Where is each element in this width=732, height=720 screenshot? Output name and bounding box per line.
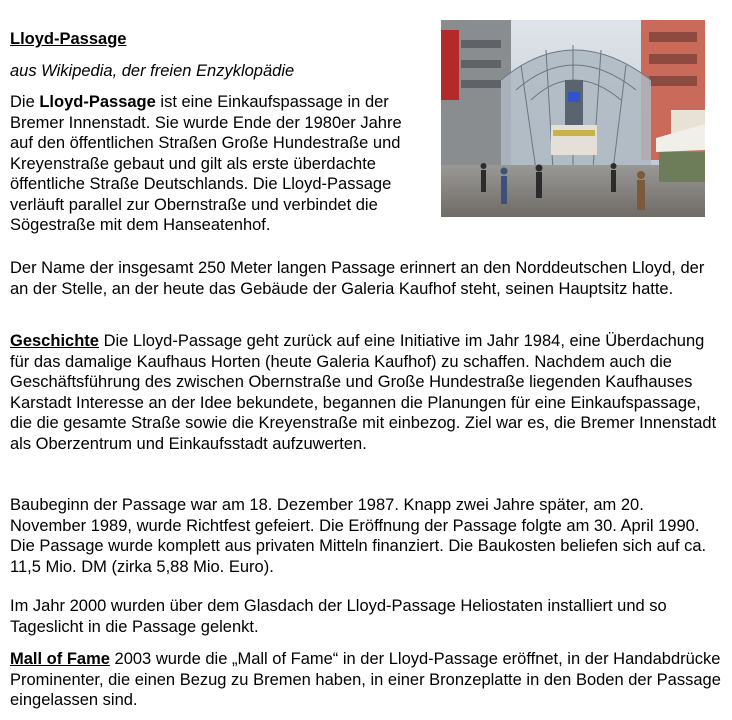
passage-photo	[441, 20, 705, 217]
name-paragraph: Der Name der insgesamt 250 Meter langen Passage erinnert an den Norddeutschen Lloyd, der an der Stelle, an der heute das Gebäude der Galeria Kaufhof steht, seinen Hauptsitz hatte.	[10, 259, 705, 298]
intro-text: ist eine Einkaufspassage in der Bremer Innenstadt. Sie wurde Ende der 1980er Jahre auf den öffentlichen Straßen Große Hundestraße und Kreyenstraße gebaut und gilt als erste überdachte öffentliche Straße Deutschlands. Die Lloyd-Passage verläuft parallel zur Obernstraße und verbindet die Sögestraße mit dem Hanseatenhof.	[10, 93, 402, 234]
history-text: Die Lloyd-Passage geht zurück auf eine Initiative im Jahr 1984, eine Überdachung für das damalige Kaufhaus Horten (heute Galeria Kaufhof) zu schaffen. Nachdem auch die Geschäftsführung des zwischen Obernstraße und Große Hundestraße liegenden Kaufhauses Karstadt Interesse an der Idee bekundete, begannen die Planungen für eine Einkaufspassage, die die gesamte Straße sowie die Kreyenstraße mit einbezog. Ziel war es, die Bremer Innenstadt als Oberzentrum und Einkaufsstadt aufzuwerten.	[10, 332, 717, 453]
heliostat-paragraph: Im Jahr 2000 wurden über dem Glasdach der Lloyd-Passage Heliostaten installiert und so Tageslicht in die Passage gelenkt.	[10, 597, 667, 636]
intro-keyword: Lloyd-Passage	[39, 93, 156, 111]
construction-paragraph: Baubeginn der Passage war am 18. Dezember 1987. Knapp zwei Jahre später, am 20. November 1989, wurde Richtfest gefeiert. Die Eröffnung der Passage folgte am 30. April 1990. Die Passage wurde komplett aus privaten Mitteln finanziert. Die Baukosten beliefen sich auf ca. 11,5 Mio. DM (zirka 5,88 Mio. Euro).	[10, 496, 707, 576]
mall-of-fame-heading: Mall of Fame	[10, 650, 110, 668]
passage-photo-illustration	[441, 20, 705, 217]
history-paragraph	[10, 331, 722, 454]
mall-of-fame-paragraph	[10, 649, 722, 711]
mall-of-fame-text: 2003 wurde die „Mall of Fame“ in der Lloyd-Passage eröffnet, in der Handabdrücke Prominenter, die einen Bezug zu Bremen haben, in einer Bronzeplatte in den Boden der Passage eingelassen sind.	[10, 650, 721, 709]
intro-paragraph: Die Lloyd-Passage ist eine Einkaufspassage in der Bremer Innenstadt. Sie wurde Ende der 1980er Jahre auf den öffentlichen Straßen Große Hundestraße und Kreyenstraße gebaut und gilt als erste überdachte öffentliche Straße Deutschlands. Die Lloyd-Passage verläuft parallel zur Obernstraße und verbindet die Sögestraße mit dem Hanseatenhof.	[10, 93, 402, 234]
article-title: Lloyd-Passage	[10, 30, 127, 48]
history-heading: Geschichte	[10, 332, 99, 350]
article-subtitle: aus Wikipedia, der freien Enzyklopädie	[10, 62, 295, 80]
